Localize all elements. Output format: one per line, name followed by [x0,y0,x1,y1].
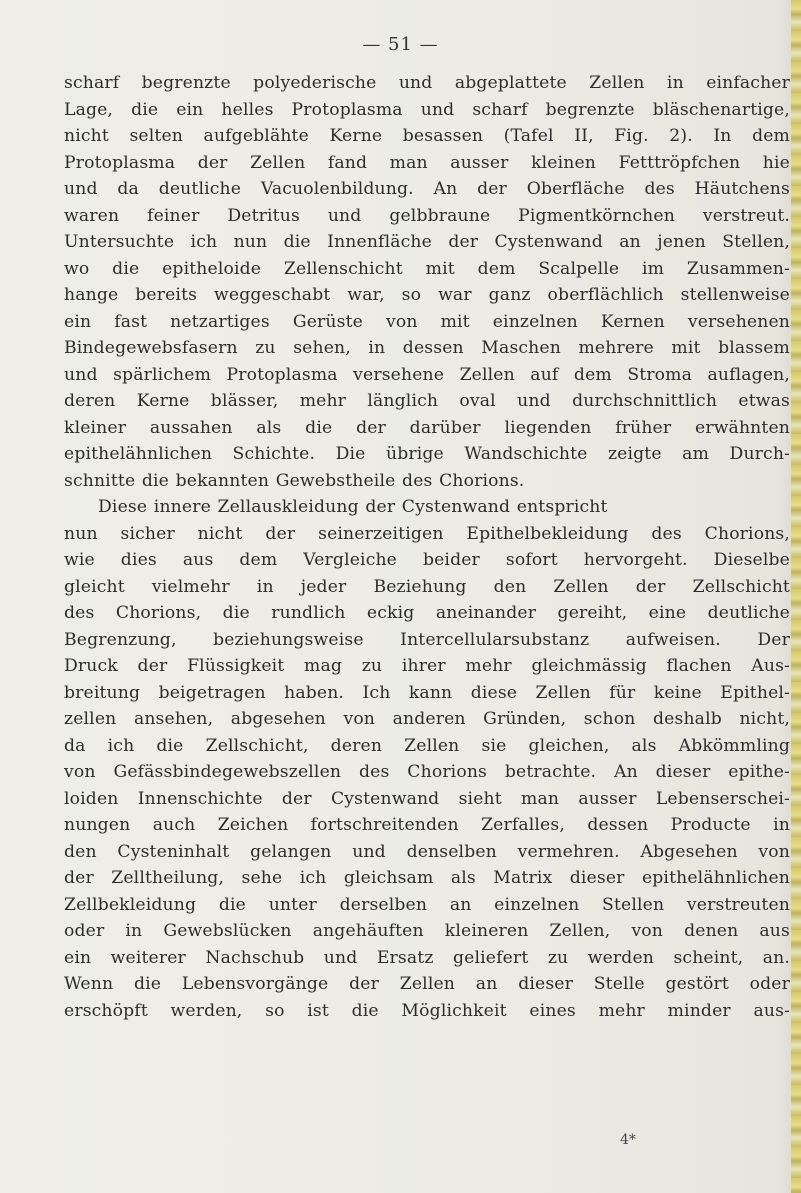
text-line: epithelähnlichen Schichte. Die übrige Wandschichte zeigte am Durch- [64,444,790,464]
text-line: Lage, die ein helles Protoplasma und scharf begrenzte bläschenartige, [64,99,790,120]
signature-mark: 4* [620,1132,636,1148]
text-line: oder in Gewebslücken angehäuften kleineren Zellen, von denen aus [64,921,790,941]
text-line: gleicht vielmehr in jeder Beziehung den Zellen der Zellschicht [64,576,790,597]
text-line: schnitte die bekannten Gewebstheile des Chorions. [64,470,525,491]
text-line: Wenn die Lebensvorgänge der Zellen an dieser Stelle gestört oder [64,974,790,994]
text-line: und da deutliche Vacuolenbildung. An der Oberfläche des Häutchens [64,179,790,199]
page-number: — 51 — [362,34,439,55]
text-line: nun sicher nicht der seinerzeitigen Epithelbekleidung des Chorions, [64,523,790,544]
text-line: der Zelltheilung, sehe ich gleichsam als Matrix dieser epithelähnlichen [64,868,790,888]
text-line: hange bereits weggeschabt war, so war ganz oberflächlich stellenweise [64,285,790,305]
text-line: Zellbekleidung die unter derselben an einzelnen Stellen verstreuten [64,894,790,915]
text-line: wo die epitheloide Zellenschicht mit dem Scalpelle im Zusammen- [64,258,790,279]
text-line: ein weiterer Nachschub und Ersatz geliefert zu werden scheint, an. [64,947,790,968]
text-line: scharf begrenzte polyederische und abgeplattete Zellen in einfacher [64,73,790,93]
text-line: da ich die Zellschicht, deren Zellen sie gleichen, als Abkömmling [64,735,790,756]
text-line: Druck der Flüssigkeit mag zu ihrer mehr gleichmässig flachen Aus- [64,656,790,676]
text-line: Protoplasma der Zellen fand man ausser kleinen Fetttröpfchen hie [64,152,790,173]
text-line: deren Kerne blässer, mehr länglich oval und durchschnittlich etwas [64,391,790,411]
text-line: und spärlichem Protoplasma versehene Zellen auf dem Stroma auflagen, [64,364,790,385]
text-line: Bindegewebsfasern zu sehen, in dessen Maschen mehrere mit blassem [64,338,790,358]
text-line: waren feiner Detritus und gelbbraune Pigmentkörnchen verstreut. [64,205,790,226]
text-line: loiden Innenschichte der Cystenwand sieht man ausser Lebenserschei- [64,788,790,809]
text-line: Untersuchte ich nun die Innenfläche der Cystenwand an jenen Stellen, [64,232,790,252]
text-line: Diese innere Zellauskleidung der Cystenwand entspricht [98,497,608,517]
text-line: wie dies aus dem Vergleiche beider sofort hervorgeht. Dieselbe [64,550,790,570]
text-line: nungen auch Zeichen fortschreitenden Zerfalles, dessen Producte in [64,815,790,835]
text-line: des Chorions, die rundlich eckig aneinander gereiht, eine deutliche [64,603,790,623]
text-line: breitung beigetragen haben. Ich kann diese Zellen für keine Epithel- [64,682,790,703]
text-line: Begrenzung, beziehungsweise Intercellularsubstanz aufweisen. Der [64,629,790,650]
body-text [64,70,796,1024]
text-line: erschöpft werden, so ist die Möglichkeit eines mehr minder aus- [64,1000,790,1021]
text-line: zellen ansehen, abgesehen von anderen Gründen, schon deshalb nicht, [64,709,790,729]
text-line: nicht selten aufgeblähte Kerne besassen (Tafel II, Fig. 2). In dem [64,126,790,146]
text-line: kleiner aussahen als die der darüber liegenden früher erwähnten [64,417,790,438]
text-line: von Gefässbindegewebszellen des Chorions betrachte. An dieser epithe- [64,762,790,782]
text-line: ein fast netzartiges Gerüste von mit einzelnen Kernen versehenen [64,311,790,332]
text-line: den Cysteninhalt gelangen und denselben vermehren. Abgesehen von [64,841,790,862]
